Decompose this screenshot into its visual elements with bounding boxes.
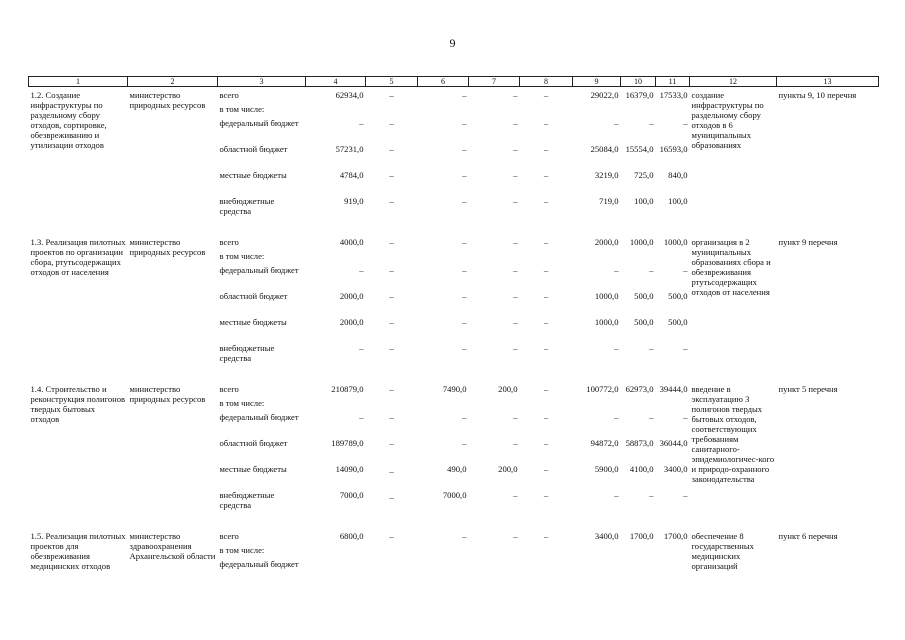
amount-cell: –: [543, 291, 549, 301]
amount-cell: –: [543, 196, 549, 206]
amount-cell: –: [683, 412, 688, 422]
amount-cell: –: [614, 118, 619, 128]
amount-cell: –: [649, 490, 654, 500]
amount-cell: –: [389, 317, 394, 327]
amount-cell: –: [543, 144, 549, 154]
amount-cell: [621, 545, 656, 559]
amount-cell: 1000,0: [629, 237, 654, 247]
amount-cell: 200,0: [498, 464, 518, 474]
amount-cell: 919,0: [344, 196, 364, 206]
amount-cell: [520, 545, 573, 559]
amount-cell: [656, 104, 690, 118]
amount-cell: 58873,0: [625, 438, 654, 448]
financing-source: федеральный бюджет: [219, 559, 299, 569]
amount-cell: –: [614, 343, 619, 353]
table-row: [29, 381, 879, 398]
amount-cell: –: [543, 317, 549, 327]
amount-cell: 2000,0: [339, 291, 364, 301]
amount-cell: –: [543, 170, 549, 180]
amount-cell: –: [614, 490, 619, 500]
amount-cell: 14090,0: [335, 464, 364, 474]
event-name: 1.3. Реализация пилотных проектов по организации сбора, ртутьсодержащих отходов от населения: [30, 237, 126, 278]
executor: министерство природных ресурсов: [129, 90, 206, 111]
amount-cell: –: [649, 265, 654, 275]
amount-cell: 57231,0: [335, 144, 364, 154]
amount-cell: –: [389, 170, 394, 180]
amount-cell: 1700,0: [663, 531, 688, 541]
amount-cell: 36044,0: [659, 438, 688, 448]
column-number: 8: [520, 77, 573, 87]
financing-source: в том числе:: [219, 545, 265, 555]
amount-cell: 1000,0: [663, 237, 688, 247]
amount-cell: [621, 104, 656, 118]
amount-cell: 840,0: [668, 170, 688, 180]
amount-cell: –: [389, 343, 394, 353]
amount-cell: –: [614, 412, 619, 422]
financing-source: внебюджетные средства: [219, 196, 275, 217]
amount-cell: –: [543, 490, 549, 500]
financing-source: всего: [219, 384, 239, 394]
amount-cell: –: [513, 237, 518, 247]
expected-result: организация в 2 муниципальных образованиях сбора и обезвреживания ртутьсодержащих отходов от населения: [691, 237, 771, 298]
amount-cell: 500,0: [668, 317, 688, 327]
amount-cell: –: [649, 343, 654, 353]
amount-cell: [306, 251, 366, 265]
amount-cell: –: [389, 144, 394, 154]
amount-cell: –: [683, 343, 688, 353]
financing-source: федеральный бюджет: [219, 412, 299, 422]
amount-cell: [366, 545, 418, 559]
amount-cell: 5900,0: [594, 464, 619, 474]
financing-source: всего: [219, 90, 239, 100]
amount-cell: 719,0: [599, 196, 619, 206]
amount-cell: –: [462, 265, 467, 275]
amount-cell: –: [389, 237, 394, 247]
amount-cell: –: [513, 196, 518, 206]
amount-cell: –: [389, 118, 394, 128]
amount-cell: 62934,0: [335, 90, 364, 100]
amount-cell: 100,0: [668, 196, 688, 206]
financing-source: областной бюджет: [219, 144, 288, 154]
amount-cell: [469, 545, 520, 559]
financing-source: в том числе:: [219, 398, 265, 408]
amount-cell: –: [462, 170, 467, 180]
amount-cell: [306, 398, 366, 412]
table-row: [29, 87, 879, 105]
amount-cell: 725,0: [634, 170, 654, 180]
amount-cell: [621, 251, 656, 265]
section-gap-cell: [29, 516, 879, 528]
amount-cell: 94872,0: [590, 438, 619, 448]
amount-cell: [418, 398, 469, 412]
indicator-reference: пункты 9, 10 перечня: [778, 90, 857, 100]
amount-cell: [366, 559, 418, 585]
amount-cell: [306, 104, 366, 118]
amount-cell: –: [389, 438, 394, 448]
amount-cell: [469, 104, 520, 118]
amount-cell: 1000,0: [594, 291, 619, 301]
amount-cell: –: [513, 317, 518, 327]
amount-cell: 490,0: [447, 464, 467, 474]
amount-cell: [573, 559, 621, 585]
amount-cell: –: [462, 438, 467, 448]
amount-cell: 100772,0: [586, 384, 619, 394]
amount-cell: [520, 398, 573, 412]
column-number: 9: [573, 77, 621, 87]
column-number: 5: [366, 77, 418, 87]
section-gap-cell: [29, 369, 879, 381]
amount-cell: –: [513, 265, 518, 275]
amount-cell: [469, 398, 520, 412]
amount-cell: –: [614, 265, 619, 275]
amount-cell: –: [462, 317, 467, 327]
indicator-reference: пункт 5 перечня: [778, 384, 838, 394]
amount-cell: [418, 104, 469, 118]
amount-cell: [418, 559, 469, 585]
amount-cell: –: [543, 384, 549, 394]
amount-cell: _: [389, 464, 394, 474]
amount-cell: –: [683, 265, 688, 275]
section-gap: [29, 369, 879, 381]
program-table: [28, 76, 879, 585]
column-numbers-row: [29, 77, 879, 87]
amount-cell: [621, 559, 656, 585]
amount-cell: [418, 545, 469, 559]
financing-source: всего: [219, 531, 239, 541]
amount-cell: –: [649, 412, 654, 422]
amount-cell: 500,0: [634, 291, 654, 301]
amount-cell: 17533,0: [659, 90, 688, 100]
amount-cell: –: [389, 90, 394, 100]
amount-cell: [520, 104, 573, 118]
amount-cell: –: [359, 412, 364, 422]
amount-cell: [573, 104, 621, 118]
amount-cell: 6800,0: [339, 531, 364, 541]
amount-cell: –: [513, 90, 518, 100]
column-number: 2: [128, 77, 218, 87]
amount-cell: –: [513, 144, 518, 154]
amount-cell: [573, 251, 621, 265]
amount-cell: 16379,0: [625, 90, 654, 100]
amount-cell: –: [513, 490, 518, 500]
amount-cell: –: [462, 237, 467, 247]
financing-source: в том числе:: [219, 251, 265, 261]
amount-cell: –: [543, 90, 549, 100]
amount-cell: 7000,0: [339, 490, 364, 500]
amount-cell: –: [359, 343, 364, 353]
amount-cell: –: [513, 438, 518, 448]
amount-cell: –: [513, 170, 518, 180]
financing-source: внебюджетные средства: [219, 343, 275, 364]
amount-cell: 1000,0: [594, 317, 619, 327]
event-name: 1.5. Реализация пилотных проектов для обезвреживания медицинских отходов: [30, 531, 126, 572]
amount-cell: [469, 559, 520, 585]
amount-cell: –: [543, 531, 549, 541]
amount-cell: –: [683, 490, 688, 500]
amount-cell: –: [462, 118, 467, 128]
amount-cell: –: [359, 265, 364, 275]
amount-cell: 2000,0: [339, 317, 364, 327]
amount-cell: –: [513, 118, 518, 128]
column-number: 11: [656, 77, 690, 87]
amount-cell: [656, 545, 690, 559]
column-number: 6: [418, 77, 469, 87]
amount-cell: [366, 104, 418, 118]
amount-cell: [656, 398, 690, 412]
amount-cell: [418, 251, 469, 265]
amount-cell: 15554,0: [625, 144, 654, 154]
amount-cell: _: [389, 490, 394, 500]
amount-cell: –: [543, 237, 549, 247]
amount-cell: [656, 559, 690, 585]
amount-cell: –: [543, 265, 549, 275]
amount-cell: 3400,0: [663, 464, 688, 474]
amount-cell: –: [389, 291, 394, 301]
amount-cell: –: [389, 265, 394, 275]
amount-cell: 7000,0: [442, 490, 467, 500]
amount-cell: 3400,0: [594, 531, 619, 541]
amount-cell: 39444,0: [659, 384, 688, 394]
financing-source: местные бюджеты: [219, 464, 287, 474]
section-gap-cell: [29, 222, 879, 234]
executor: министерство природных ресурсов: [129, 384, 206, 405]
executor: министерство здравоохранения Архангельской области: [129, 531, 216, 562]
column-number: 13: [777, 77, 879, 87]
financing-source: внебюджетные средства: [219, 490, 275, 511]
column-number: 4: [306, 77, 366, 87]
amount-cell: –: [389, 531, 394, 541]
executor: министерство природных ресурсов: [129, 237, 206, 258]
financing-source: всего: [219, 237, 239, 247]
amount-cell: 210879,0: [331, 384, 364, 394]
financing-source: областной бюджет: [219, 438, 288, 448]
amount-cell: –: [543, 412, 549, 422]
amount-cell: [469, 251, 520, 265]
amount-cell: [366, 251, 418, 265]
amount-cell: –: [543, 118, 549, 128]
amount-cell: 29022,0: [590, 90, 619, 100]
amount-cell: 200,0: [498, 384, 518, 394]
expected-result: обеспечение 8 государственных медицинских организаций: [691, 531, 754, 572]
amount-cell: –: [462, 291, 467, 301]
section-gap: [29, 222, 879, 234]
amount-cell: 1700,0: [629, 531, 654, 541]
amount-cell: 3219,0: [594, 170, 619, 180]
amount-cell: 4784,0: [339, 170, 364, 180]
amount-cell: –: [462, 144, 467, 154]
financing-source: в том числе:: [219, 104, 265, 114]
amount-cell: –: [389, 384, 394, 394]
indicator-reference: пункт 6 перечня: [778, 531, 838, 541]
column-number: 3: [218, 77, 306, 87]
expected-result: введение в эксплуатацию 3 полигонов твердых бытовых отходов, соответствующих требованиям санитарного-эпидемиологичес-кого и природо-охранного законодательства: [691, 384, 775, 485]
amount-cell: 25084,0: [590, 144, 619, 154]
amount-cell: [621, 398, 656, 412]
amount-cell: 500,0: [668, 291, 688, 301]
amount-cell: 4100,0: [629, 464, 654, 474]
amount-cell: [573, 398, 621, 412]
amount-cell: –: [389, 196, 394, 206]
amount-cell: –: [462, 343, 467, 353]
amount-cell: 100,0: [634, 196, 654, 206]
amount-cell: [656, 251, 690, 265]
amount-cell: –: [359, 118, 364, 128]
amount-cell: [306, 559, 366, 585]
amount-cell: –: [543, 343, 549, 353]
event-name: 1.2. Создание инфраструктуры по раздельному сбору отходов, сортировке, обезвреживанию и утилизации отходов: [30, 90, 107, 151]
financing-source: федеральный бюджет: [219, 118, 299, 128]
amount-cell: 7490,0: [442, 384, 467, 394]
amount-cell: [306, 545, 366, 559]
expected-result: создание инфраструктуры по раздельному сбору отходов в 6 муниципальных образованиях: [691, 90, 764, 151]
amount-cell: –: [389, 412, 394, 422]
amount-cell: 4000,0: [339, 237, 364, 247]
amount-cell: –: [513, 412, 518, 422]
indicator-reference: пункт 9 перечня: [778, 237, 838, 247]
amount-cell: –: [462, 196, 467, 206]
amount-cell: 16593,0: [659, 144, 688, 154]
amount-cell: –: [513, 531, 518, 541]
amount-cell: [573, 545, 621, 559]
amount-cell: 500,0: [634, 317, 654, 327]
financing-source: местные бюджеты: [219, 317, 287, 327]
column-number: 12: [690, 77, 777, 87]
amount-cell: 189789,0: [331, 438, 364, 448]
section-gap: [29, 516, 879, 528]
amount-cell: [366, 398, 418, 412]
financing-source: областной бюджет: [219, 291, 288, 301]
table-row: [29, 528, 879, 545]
event-name: 1.4. Строительство и реконструкция полигонов твердых бытовых отходов: [30, 384, 126, 425]
amount-cell: 2000,0: [594, 237, 619, 247]
column-number: 10: [621, 77, 656, 87]
amount-cell: –: [543, 464, 549, 474]
amount-cell: –: [543, 438, 549, 448]
amount-cell: –: [462, 412, 467, 422]
amount-cell: –: [462, 90, 467, 100]
amount-cell: –: [513, 291, 518, 301]
amount-cell: [520, 251, 573, 265]
page-number: 9: [449, 36, 456, 50]
amount-cell: –: [683, 118, 688, 128]
amount-cell: –: [462, 531, 467, 541]
table-row: [29, 234, 879, 251]
amount-cell: –: [513, 343, 518, 353]
column-number: 1: [29, 77, 128, 87]
amount-cell: –: [649, 118, 654, 128]
column-number: 7: [469, 77, 520, 87]
amount-cell: [520, 559, 573, 585]
financing-source: местные бюджеты: [219, 170, 287, 180]
amount-cell: 62973,0: [625, 384, 654, 394]
financing-source: федеральный бюджет: [219, 265, 299, 275]
